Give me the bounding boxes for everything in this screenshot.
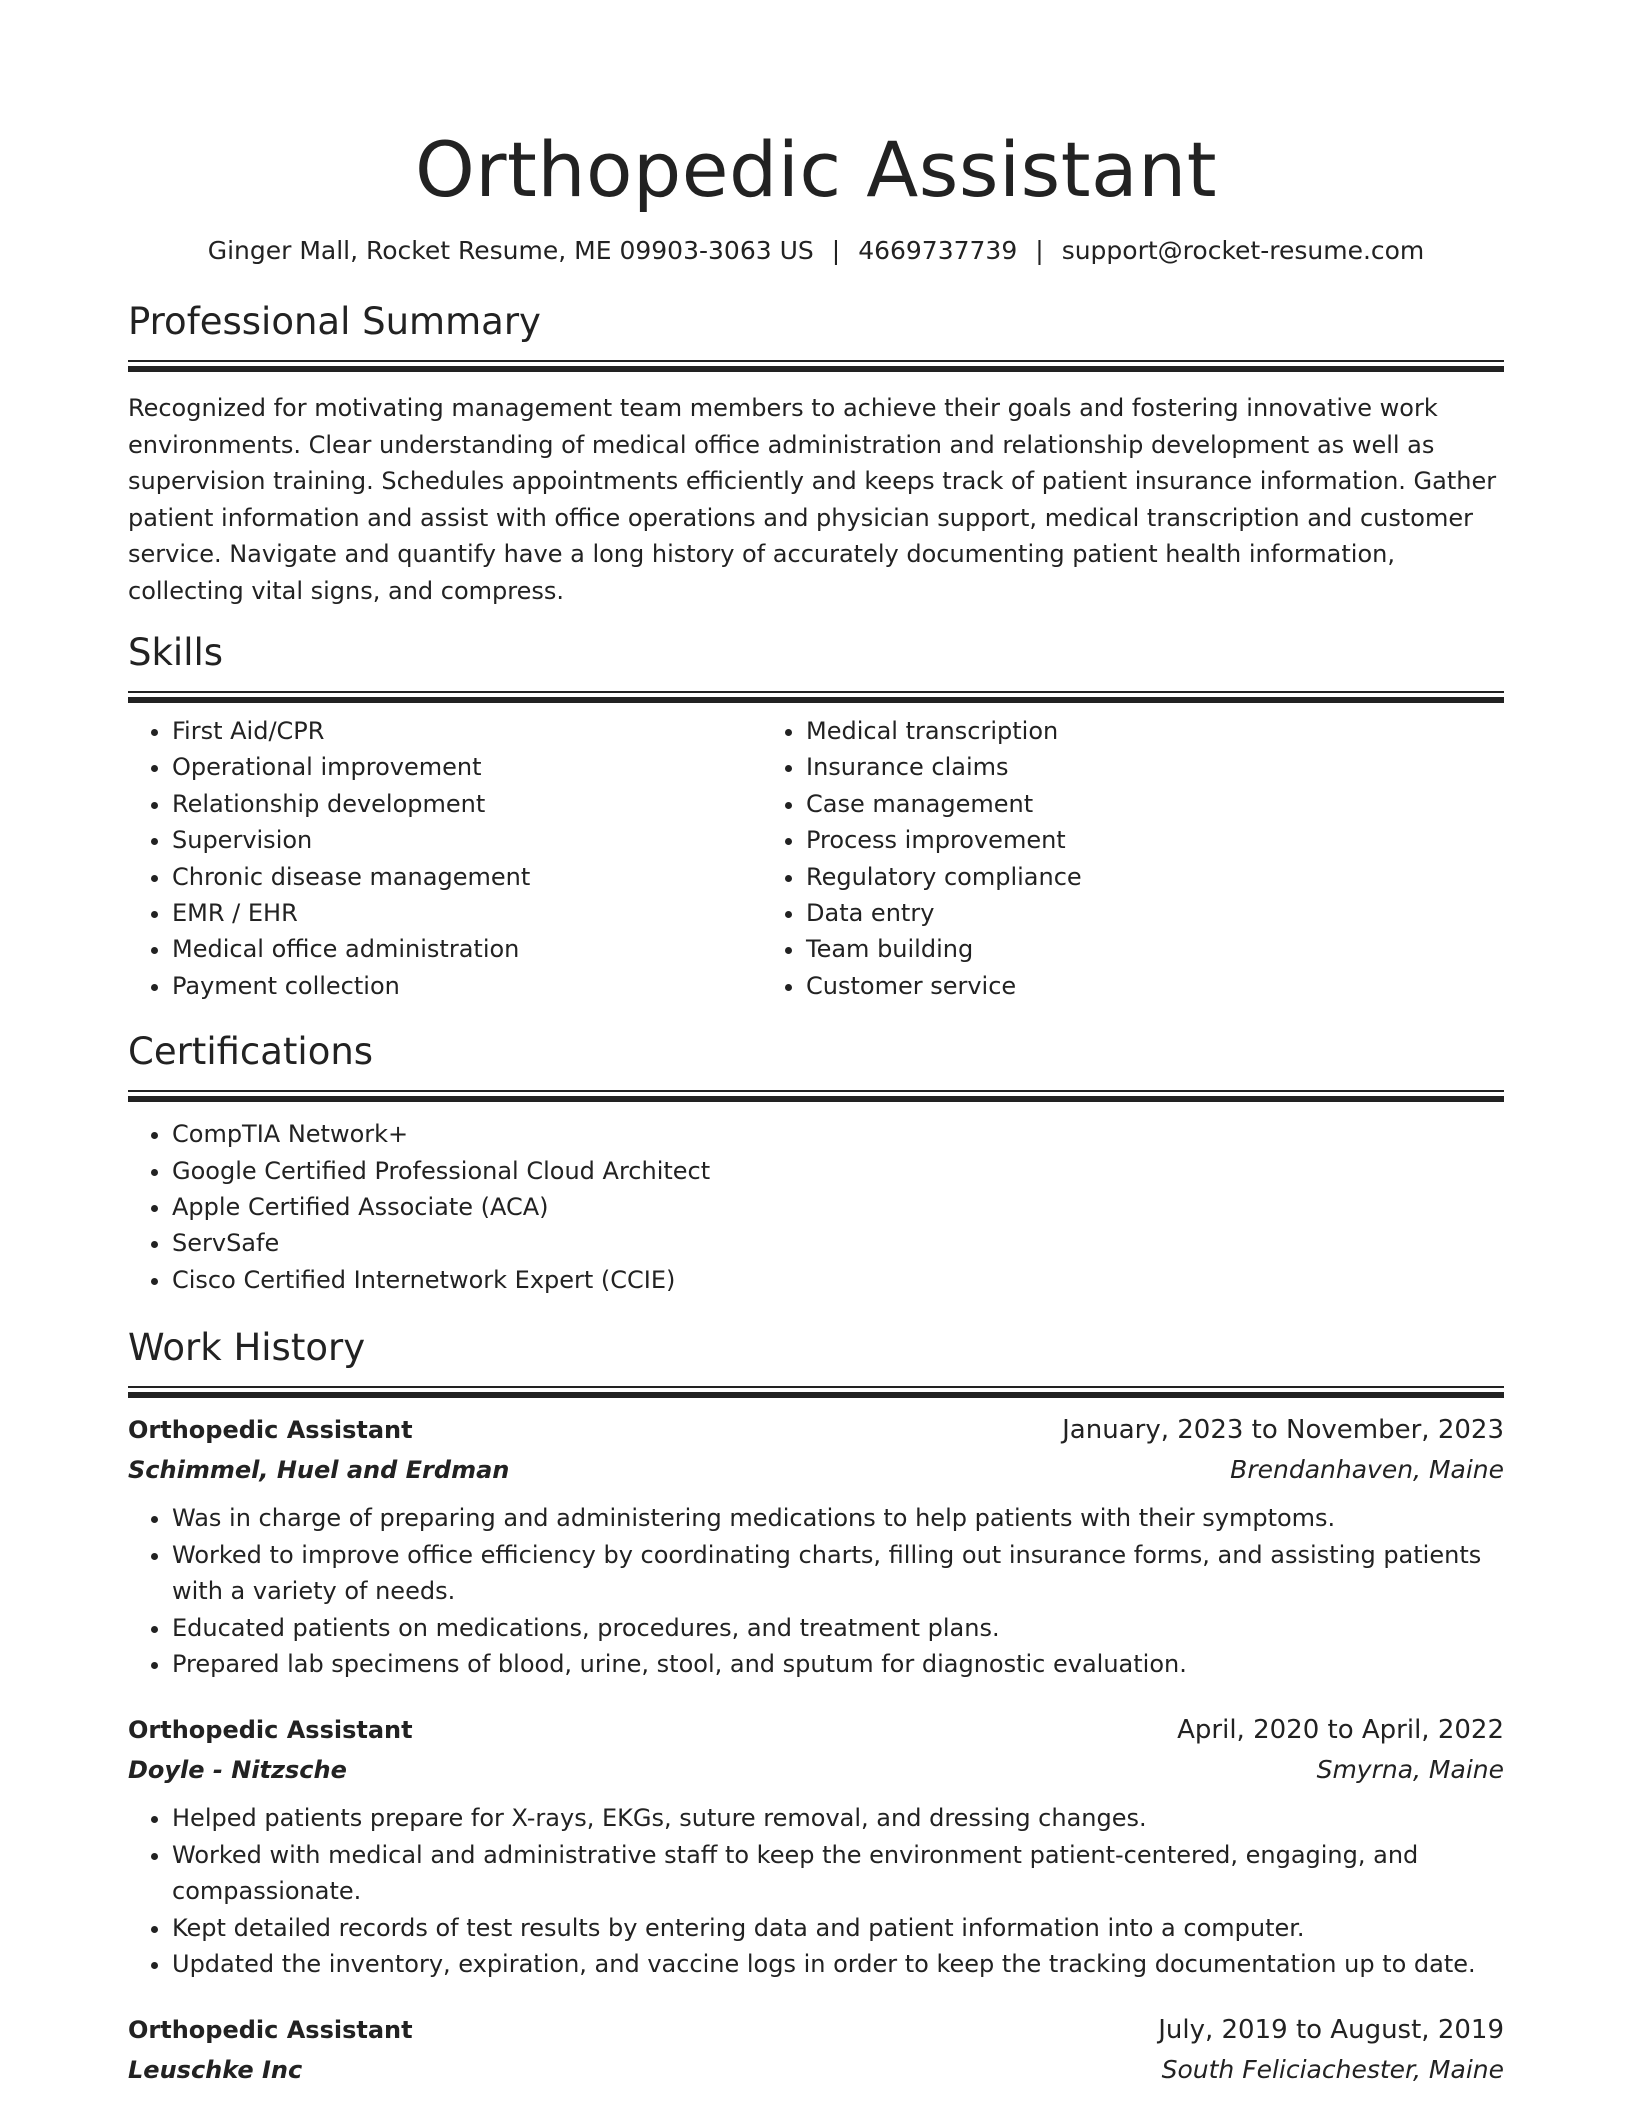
job-bullet: • Updated the inventory, expiration, and vaccine logs in order to keep the tracking documentation up to date. xyxy=(172,1946,1504,1982)
certifications-list xyxy=(128,1116,1504,1298)
job-subheader xyxy=(128,1450,1504,1490)
job-entry xyxy=(128,1710,1504,1982)
skill-item: • Operational improvement xyxy=(172,749,762,785)
job-header xyxy=(128,2010,1504,2050)
job-company: Schimmel, Huel and Erdman xyxy=(128,1456,510,1485)
skill-item: • Payment collection xyxy=(172,968,762,1004)
skill-item: • Relationship development xyxy=(172,786,762,822)
summary-text: Recognized for motivating management team members to achieve their goals and fostering innovative work environments. Clear understanding of medical office administration and relationship development as well as supervision training. Schedules appointments efficiently and keeps track of patient insurance information. Gather patient information and assist with office operations and physician support, medical transcription and customer service. Navigate and quantify have a long history of accurately documenting patient health information, collecting vital signs, and compress. xyxy=(128,394,1497,605)
contact-phone: 4669737739 xyxy=(858,236,1018,265)
section-title-certifications: Certifications xyxy=(128,1030,374,1074)
job-title: Orthopedic Assistant xyxy=(128,2016,413,2045)
skill-item: • Regulatory compliance xyxy=(806,859,1396,895)
job-bullets xyxy=(128,1800,1504,1982)
job-bullet: • Was in charge of preparing and administering medications to help patients with their symptoms. xyxy=(172,1500,1504,1536)
job-entry xyxy=(128,2010,1504,2090)
job-title: Orthopedic Assistant xyxy=(128,1716,413,1745)
job-bullet: • Helped patients prepare for X-rays, EKGs, suture removal, and dressing changes. xyxy=(172,1800,1504,1836)
job-bullet: • Kept detailed records of test results by entering data and patient information into a computer. xyxy=(172,1910,1504,1946)
skill-item: • Chronic disease management xyxy=(172,859,762,895)
skills-list-right xyxy=(762,713,1396,1004)
section-title-skills: Skills xyxy=(128,631,224,674)
job-bullets xyxy=(128,1500,1504,1682)
job-entry xyxy=(128,1410,1504,1682)
contact-separator: | xyxy=(1035,236,1044,265)
summary-section xyxy=(128,298,1504,609)
section-divider xyxy=(128,1090,1504,1102)
job-dates: April, 2020 to April, 2022 xyxy=(1177,1715,1504,1746)
skills-list-left xyxy=(128,713,762,1004)
certifications-section xyxy=(128,1028,1504,1298)
skill-item: • First Aid/CPR xyxy=(172,713,762,749)
job-bullet: • Prepared lab specimens of blood, urine, stool, and sputum for diagnostic evaluation. xyxy=(172,1646,1504,1682)
skill-item: • EMR / EHR xyxy=(172,895,762,931)
contact-separator: | xyxy=(831,236,841,265)
skill-item: • Supervision xyxy=(172,822,762,858)
contact-address: Ginger Mall, Rocket Resume, ME 09903-3063 US xyxy=(207,236,814,265)
certification-item: • Google Certified Professional Cloud Architect xyxy=(172,1153,1504,1189)
job-bullet: • Educated patients on medications, procedures, and treatment plans. xyxy=(172,1610,1504,1646)
skill-item: • Data entry xyxy=(806,895,1396,931)
skill-item: • Team building xyxy=(806,931,1396,967)
skill-item: • Medical office administration xyxy=(172,931,762,967)
job-subheader xyxy=(128,2050,1504,2090)
section-title-summary: Professional Summary xyxy=(128,300,541,343)
resume-name: Orthopedic Assistant xyxy=(414,125,1218,214)
job-header xyxy=(128,1410,1504,1450)
skills-columns xyxy=(128,713,1504,1004)
contact-line xyxy=(128,234,1504,268)
skills-section xyxy=(128,629,1504,1004)
job-dates: January, 2023 to November, 2023 xyxy=(1062,1415,1504,1446)
job-location: Brendanhaven, Maine xyxy=(1230,1455,1504,1485)
job-bullet: • Worked with medical and administrative staff to keep the environment patient-centered, engaging, and compassionate. xyxy=(172,1837,1504,1910)
job-bullet: • Worked to improve office efficiency by coordinating charts, filling out insurance forms, and assisting patients with a variety of needs. xyxy=(172,1537,1504,1610)
skill-item: • Process improvement xyxy=(806,822,1396,858)
job-company: Leuschke Inc xyxy=(128,2056,303,2085)
work-history-section xyxy=(128,1324,1504,2090)
skill-item: • Customer service xyxy=(806,968,1396,1004)
skill-item: • Case management xyxy=(806,786,1396,822)
section-divider xyxy=(128,691,1504,703)
job-header xyxy=(128,1710,1504,1750)
section-divider xyxy=(128,360,1504,372)
section-title-work-history: Work History xyxy=(128,1326,366,1370)
certification-item: • ServSafe xyxy=(172,1225,1504,1261)
job-company: Doyle - Nitzsche xyxy=(128,1756,347,1785)
certification-item: • CompTIA Network+ xyxy=(172,1116,1504,1152)
job-dates: July, 2019 to August, 2019 xyxy=(1158,2015,1504,2046)
resume-page xyxy=(128,0,1504,2090)
certification-item: • Cisco Certified Internetwork Expert (CCIE) xyxy=(172,1262,1504,1298)
job-title: Orthopedic Assistant xyxy=(128,1416,413,1445)
certification-item: • Apple Certified Associate (ACA) xyxy=(172,1189,1504,1225)
section-divider xyxy=(128,1386,1504,1398)
skill-item: • Medical transcription xyxy=(806,713,1396,749)
job-subheader xyxy=(128,1750,1504,1790)
job-location: Smyrna, Maine xyxy=(1316,1755,1504,1785)
contact-email: support@rocket-resume.com xyxy=(1061,236,1425,265)
skill-item: • Insurance claims xyxy=(806,749,1396,785)
job-location: South Feliciachester, Maine xyxy=(1161,2055,1504,2085)
